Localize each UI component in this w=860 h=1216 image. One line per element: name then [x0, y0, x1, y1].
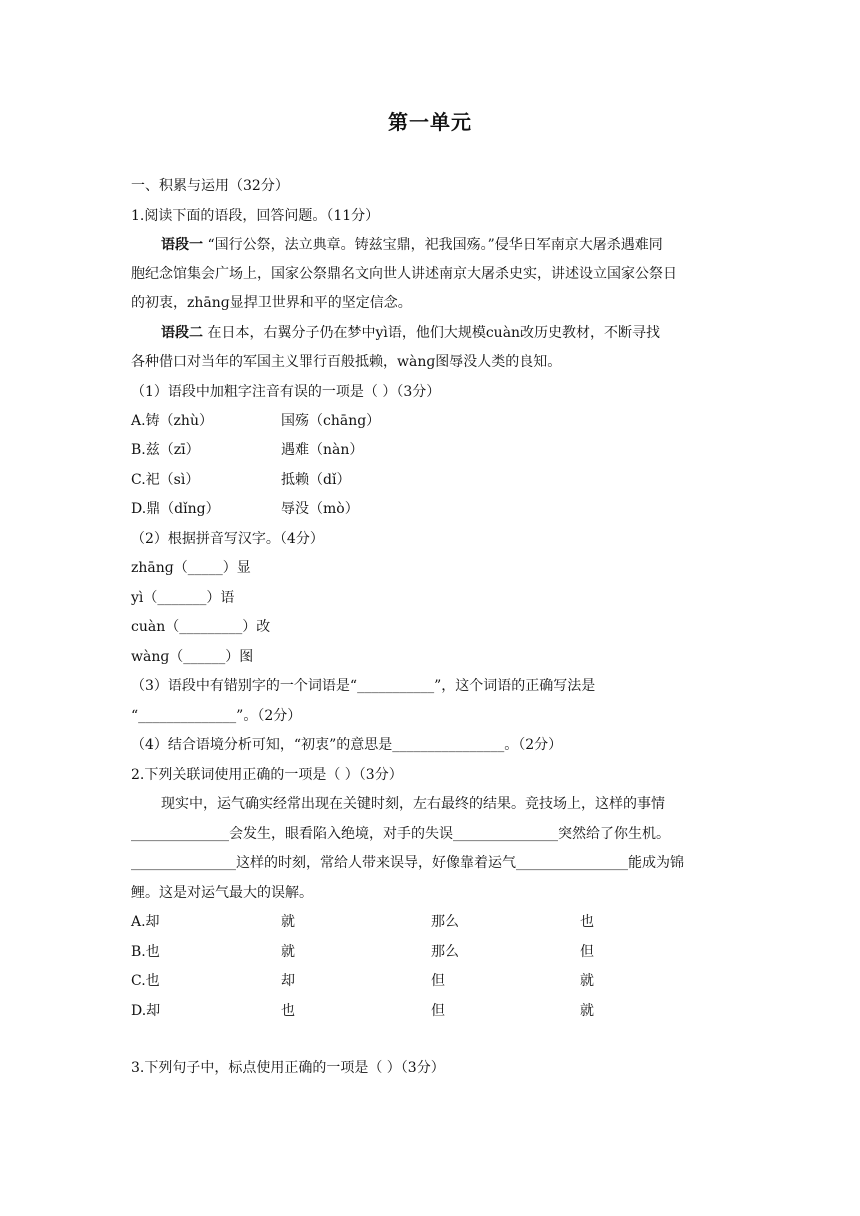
question-1-stem: 1.阅读下面的语段，回答问题。（11分） — [131, 208, 380, 224]
sub-question-3-line-2: “______________”。（2分） — [131, 708, 302, 724]
q2-option-a-1: A.却 — [131, 914, 160, 930]
passage-1-label: 语段一 — [161, 237, 203, 253]
option-c-1: C.祀（sì） — [131, 472, 200, 488]
passage-1-line-3: 的初衷，zhānɡ显捍卫世界和平的坚定信念。 — [131, 295, 412, 311]
option-d-2: 辱没（mò） — [281, 501, 359, 517]
passage-2-line-1: 语段二 在日本，右翼分子仍在梦中yì语，他们大规模cuàn改历史教材，不断寻找 — [161, 325, 661, 341]
sub-question-4: （4）结合语境分析可知，“初衷”的意思是________________。（2分） — [131, 737, 563, 753]
pinyin-blank-4: wànɡ（______）图 — [131, 649, 254, 665]
option-d-1: D.鼎（dǐng） — [131, 501, 220, 517]
q2-option-b-1: B.也 — [131, 944, 160, 960]
sub-question-3-line-1: （3）语段中有错别字的一个词语是“___________”，这个词语的正确写法是 — [131, 678, 596, 694]
page-title: 第一单元 — [388, 110, 472, 134]
passage-1-line-1: 语段一 “国行公祭，法立典章。铸兹宝鼎，祀我国殇。”侵华日军南京大屠杀遇难同 — [161, 237, 663, 253]
question-2-text-2: ______________会发生，眼看陷入绝境，对手的失误_______________突然给了你生机。 — [131, 826, 670, 842]
q2-option-c-1: C.也 — [131, 973, 160, 989]
question-2-text-3: _______________这样的时刻，常给人带来误导，好像靠着运气________________能成为锦 — [131, 855, 684, 871]
q2-option-d-2: 也 — [281, 1003, 295, 1019]
question-2-text-4: 鲤。这是对运气最大的误解。 — [131, 885, 313, 901]
q2-option-d-4: 就 — [580, 1003, 594, 1019]
q2-option-d-1: D.却 — [131, 1003, 161, 1019]
q2-option-a-2: 就 — [281, 914, 295, 930]
q2-option-b-3: 那么 — [431, 944, 459, 960]
q2-option-a-4: 也 — [580, 914, 594, 930]
q2-option-c-3: 但 — [431, 973, 445, 989]
sub-question-1: （1）语段中加粗字注音有误的一项是（ ）（3分） — [131, 384, 441, 400]
question-2-text-1: 现实中，运气确实经常出现在关键时刻，左右最终的结果。竞技场上，这样的事情 — [161, 796, 665, 812]
option-c-2: 抵赖（dǐ） — [281, 472, 351, 488]
question-2-stem: 2.下列关联词使用正确的一项是（ ）（3分） — [131, 767, 403, 783]
q2-option-b-2: 就 — [281, 944, 295, 960]
q2-option-c-2: 却 — [281, 973, 295, 989]
question-3-stem: 3.下列句子中，标点使用正确的一项是（ ）（3分） — [131, 1060, 445, 1076]
q2-option-d-3: 但 — [431, 1003, 445, 1019]
passage-2-line-2: 各种借口对当年的军国主义罪行百般抵赖，wànɡ图辱没人类的良知。 — [131, 354, 562, 370]
option-b-2: 遇难（nàn） — [281, 442, 364, 458]
sub-question-2: （2）根据拼音写汉字。（4分） — [131, 531, 324, 547]
option-a-2: 国殇（chāng） — [281, 413, 381, 429]
q2-option-c-4: 就 — [580, 973, 594, 989]
option-b-1: B.兹（zī） — [131, 442, 200, 458]
q2-option-a-3: 那么 — [431, 914, 459, 930]
pinyin-blank-1: zhānɡ（_____）显 — [131, 560, 251, 576]
passage-1-line-2: 胞纪念馆集会广场上，国家公祭鼎名文向世人讲述南京大屠杀史实，讲述设立国家公祭日 — [131, 266, 677, 282]
passage-2-label: 语段二 — [161, 325, 203, 341]
pinyin-blank-3: cuàn（_________）改 — [131, 619, 271, 635]
option-a-1: A.铸（zhù） — [131, 413, 213, 429]
section-heading: 一、积累与运用（32分） — [131, 178, 289, 194]
pinyin-blank-2: yì（_______）语 — [131, 590, 235, 606]
q2-option-b-4: 但 — [580, 944, 594, 960]
